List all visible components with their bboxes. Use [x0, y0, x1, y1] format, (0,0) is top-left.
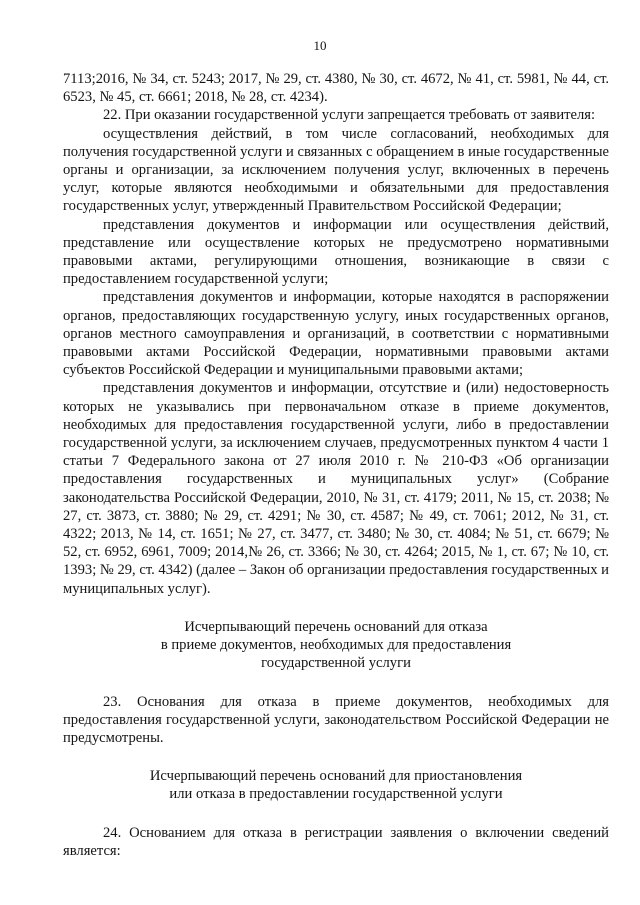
section-heading-2-line-1: Исчерпывающий перечень оснований для приостановления: [149, 768, 523, 785]
spacer: [63, 673, 609, 693]
paragraph-continuation: 7113;2016, № 34, ст. 5243; 2017, № 29, ст. 4380, № 30, ст. 4672, № 41, ст. 5981, № 44, ст. 6523, № 45, ст. 6661; 2018, № 28, ст. 4234).: [63, 71, 609, 106]
document-body: [63, 70, 609, 860]
section-heading-1-line-1: Исчерпывающий перечень оснований для отказа: [184, 618, 488, 635]
section-heading-2-line-2: или отказа в предоставлении государственной услуги: [169, 786, 503, 803]
paragraph-22-item-4: представления документов и информации, отсутствие и (или) недостоверность которых не указывались при первоначальном отказе в приеме документов, необходимых для предоставления государственной услуги, либо в предоставлении государственной услуги, за исключением случаев, предусмотренных пунктом 4 части 1 статьи 7 Федерального закона от 27 июля 2010 г. № 210-ФЗ «Об организации предоставления государственных и муниципальных услуг» (Собрание законодательства Российской Федерации, 2010, № 31, ст. 4179; 2011, № 15, ст. 2038; № 27, ст. 3873, ст. 3880; № 29, ст. 4291; № 30, ст. 4587; № 49, ст. 7061; 2012, № 31, ст. 4322; 2013, № 14, ст. 1651; № 27, ст. 3477, ст. 3480; № 30, ст. 4084; № 51, ст. 6679; № 52, ст. 6952, 6961, 7009; 2014,№ 26, ст. 3366; № 30, ст. 4264; 2015, № 1, ст. 67; № 10, ст. 1393; № 29, ст. 4342) (далее – Закон об организации предоставления государственных и муниципальных услуг).: [63, 380, 609, 597]
section-heading-1-line-3: государственной услуги: [261, 655, 411, 672]
paragraph-24: 24. Основанием для отказа в регистрации заявления о включении сведений является:: [63, 824, 609, 859]
section-heading-1-line-2: в приеме документов, необходимых для предоставления: [160, 637, 512, 654]
spacer: [63, 598, 609, 618]
paragraph-22-item-3: представления документов и информации, которые находятся в распоряжении органов, предоставляющих государственную услугу, иных государственных органов, органов местного самоуправления и организаций, в соответствии с нормативными правовыми актами Российской Федерации, нормативными правовыми актами субъектов Российской Федерации и муниципальными правовыми актами;: [63, 289, 609, 379]
spacer: [63, 747, 609, 767]
paragraph-22: 22. При оказании государственной услуги запрещается требовать от заявителя:: [103, 107, 596, 124]
page-number: 10: [313, 38, 327, 53]
paragraph-22-item-2: представления документов и информации или осуществления действий, представление или осуществление которых не предусмотрено нормативными правовыми актами, регулирующими отношения, возникающие в связи с предоставлением государственной услуги;: [63, 216, 609, 288]
spacer: [63, 804, 609, 824]
paragraph-22-item-1: осуществления действий, в том числе согласований, необходимых для получения государственной услуги и связанных с обращением в иные государственные органы и организации, за исключением получения услуг, включенных в перечень услуг, которые являются необходимыми и обязательными для предоставления государственных услуг, утвержденный Правительством Российской Федерации;: [63, 125, 609, 215]
paragraph-23: 23. Основания для отказа в приеме документов, необходимых для предоставления государственной услуги, законодательством Российской Федерации не предусмотрены.: [63, 693, 609, 746]
